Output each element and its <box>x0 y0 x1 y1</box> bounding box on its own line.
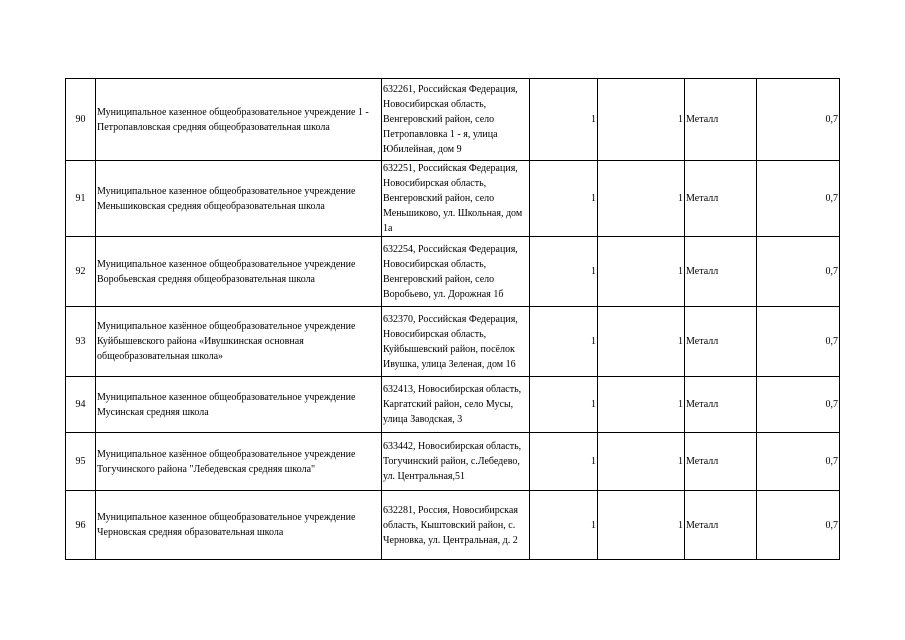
count-cell: 1 <box>598 433 685 491</box>
material-cell: Металл <box>685 307 757 377</box>
quantity-cell: 1 <box>530 377 598 433</box>
row-number: 90 <box>66 79 96 161</box>
institution-address: 632251, Российская Федерация, Новосибирская область, Венгеровский район, село Меньшиково, ул. Школьная, дом 1а <box>382 161 530 237</box>
material-cell: Металл <box>685 377 757 433</box>
row-number: 96 <box>66 491 96 560</box>
table-row <box>66 377 840 433</box>
quantity-cell: 1 <box>530 433 598 491</box>
quantity-cell: 1 <box>530 79 598 161</box>
row-number: 95 <box>66 433 96 491</box>
table-body <box>66 79 840 560</box>
institution-name: Муниципальное казённое общеобразовательное учреждение Куйбышевского района «Ивушкинская основная общеобразовательная школа» <box>96 307 382 377</box>
institution-name: Муниципальное казенное общеобразовательное учреждение Мусинская средняя школа <box>96 377 382 433</box>
institution-name: Муниципальное казенное общеобразовательное учреждение Воробьевская средняя общеобразовательная школа <box>96 237 382 307</box>
count-cell: 1 <box>598 237 685 307</box>
material-cell: Металл <box>685 161 757 237</box>
institution-name: Муниципальное казенное общеобразовательное учреждение 1 - Петропавловская средняя общеобразовательная школа <box>96 79 382 161</box>
value-cell: 0,7 <box>757 307 840 377</box>
quantity-cell: 1 <box>530 491 598 560</box>
value-cell: 0,7 <box>757 161 840 237</box>
row-number: 92 <box>66 237 96 307</box>
table-row <box>66 237 840 307</box>
value-cell: 0,7 <box>757 377 840 433</box>
schools-table <box>65 78 840 560</box>
material-cell: Металл <box>685 79 757 161</box>
institution-address: 632261, Российская Федерация, Новосибирская область, Венгеровский район, село Петропавловка 1 - я, улица Юбилейная, дом 9 <box>382 79 530 161</box>
row-number: 93 <box>66 307 96 377</box>
value-cell: 0,7 <box>757 433 840 491</box>
institution-address: 632413, Новосибирская область, Каргатский район, село Мусы, улица Заводская, 3 <box>382 377 530 433</box>
institution-name: Муниципальное казенное общеобразовательное учреждение Черновская средняя образовательная школа <box>96 491 382 560</box>
row-number: 91 <box>66 161 96 237</box>
institution-address: 632370, Российская Федерация, Новосибирская область, Куйбышевский район, посёлок Ивушка, улица Зеленая, дом 16 <box>382 307 530 377</box>
quantity-cell: 1 <box>530 307 598 377</box>
value-cell: 0,7 <box>757 491 840 560</box>
institution-name: Муниципальное казенное общеобразовательное учреждение Меньшиковская средняя общеобразовательная школа <box>96 161 382 237</box>
count-cell: 1 <box>598 79 685 161</box>
value-cell: 0,7 <box>757 237 840 307</box>
institution-name: Муниципальное казённое общеобразовательное учреждение Тогучинского района "Лебедевская средняя школа" <box>96 433 382 491</box>
count-cell: 1 <box>598 377 685 433</box>
material-cell: Металл <box>685 237 757 307</box>
table-row <box>66 491 840 560</box>
value-cell: 0,7 <box>757 79 840 161</box>
row-number: 94 <box>66 377 96 433</box>
quantity-cell: 1 <box>530 161 598 237</box>
material-cell: Металл <box>685 433 757 491</box>
count-cell: 1 <box>598 307 685 377</box>
count-cell: 1 <box>598 491 685 560</box>
institution-address: 632281, Россия, Новосибирская область, Кыштовский район, с. Черновка, ул. Центральная, д. 2 <box>382 491 530 560</box>
quantity-cell: 1 <box>530 237 598 307</box>
table-row <box>66 161 840 237</box>
count-cell: 1 <box>598 161 685 237</box>
material-cell: Металл <box>685 491 757 560</box>
table-row <box>66 433 840 491</box>
institution-address: 633442, Новосибирская область, Тогучинский район, с.Лебедево, ул. Центральная,51 <box>382 433 530 491</box>
table-row <box>66 307 840 377</box>
table-row <box>66 79 840 161</box>
institution-address: 632254, Российская Федерация, Новосибирская область, Венгеровский район, село Воробьево, ул. Дорожная 1б <box>382 237 530 307</box>
